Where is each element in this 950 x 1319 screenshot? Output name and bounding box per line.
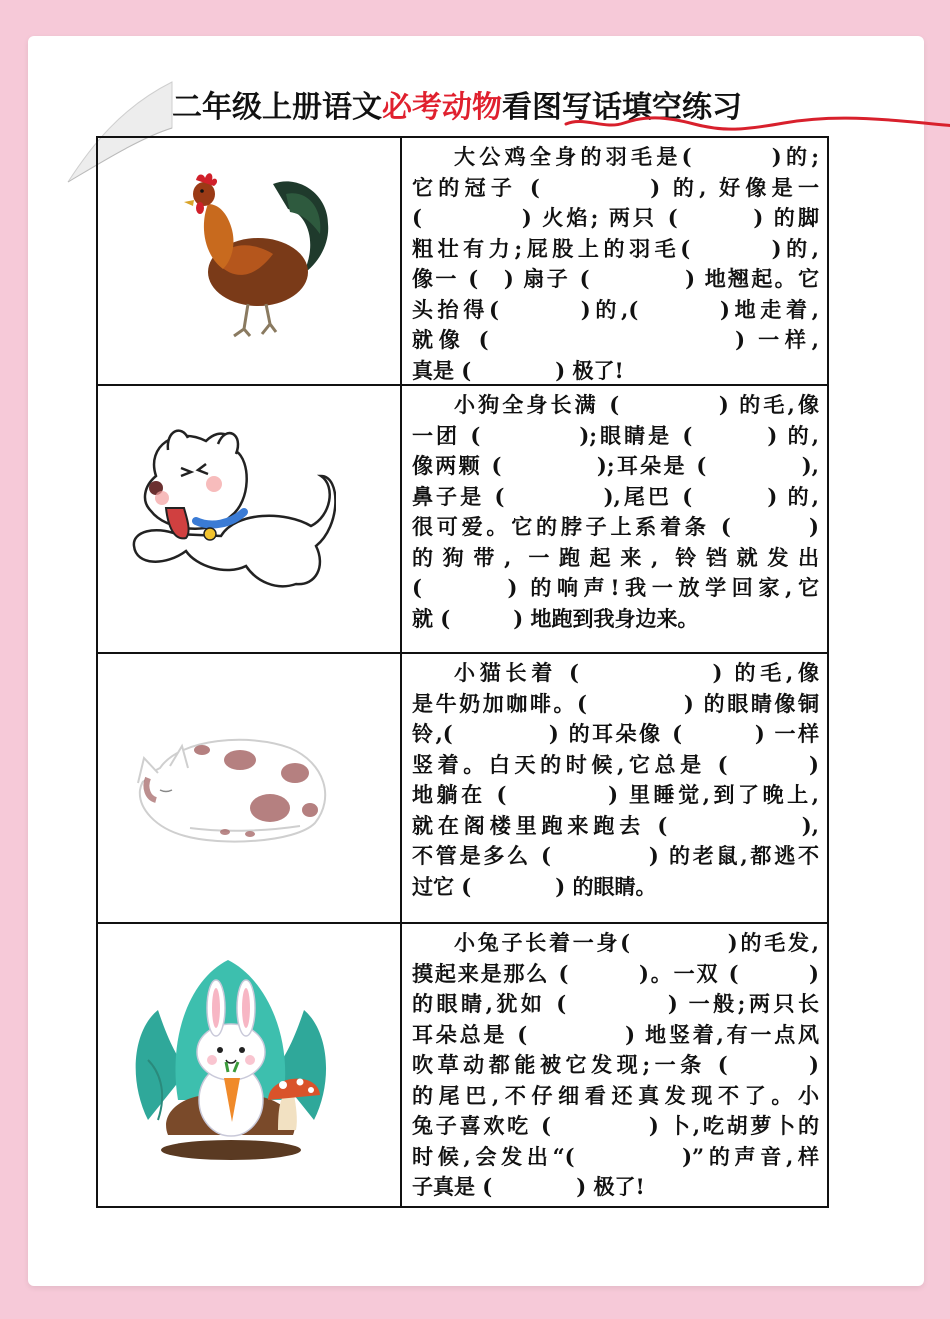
- image-cell: [98, 386, 402, 652]
- fill-blank-line: 是牛奶加咖啡。( ) 的眼睛像铜: [412, 690, 819, 716]
- fill-blank-line: 耳朵总是 ( ) 地竖着,有一点风: [412, 1021, 819, 1047]
- text-cell: [404, 924, 827, 1206]
- fill-blank-line: 一团 ( );眼睛是 ( ) 的,: [412, 422, 819, 448]
- title-highlight: 必考动物: [382, 90, 502, 125]
- fill-blank-line: 小兔子长着一身( )的毛发,: [454, 930, 819, 955]
- fill-blank-line: 很可爱。它的脖子上系着条 ( ): [412, 514, 819, 539]
- fill-blank-line: 大公鸡全身的羽毛是( )的;: [454, 144, 819, 169]
- fill-blank-line: ( ) 火焰; 两只 ( ) 的脚: [412, 205, 819, 230]
- rabbit-image: [128, 950, 334, 1174]
- fill-blank-line: 小狗全身长满 ( ) 的毛,像: [454, 392, 819, 417]
- title-part-1: 二年级上册语文: [172, 90, 382, 125]
- text-cell: [404, 386, 827, 652]
- fill-blank-line: 粗壮有力;屁股上的羽毛( )的,: [412, 235, 819, 261]
- fill-blank-line: 过它 ( ) 的眼睛。: [412, 873, 657, 899]
- image-cell: [98, 138, 402, 384]
- exercise-row-rabbit: [98, 924, 827, 1206]
- fill-blank-line: 铃,( ) 的耳朵像 ( ) 一样: [412, 721, 819, 746]
- fill-blank-line: 像一 ( ) 扇子 ( ) 地翘起。它: [412, 266, 819, 291]
- fill-blank-line: 像两颗 ( );耳朵是 ( ),: [412, 453, 819, 478]
- exercise-row-rooster: [98, 138, 827, 386]
- text-cell: [404, 654, 827, 922]
- fill-blank-line: 的眼睛,犹如 ( ) 一般;两只长: [412, 991, 819, 1016]
- fill-blank-line: 就 ( ) 地跑到我身边来。: [412, 605, 699, 631]
- fill-blank-line: 不管是多么 ( ) 的老鼠,都逃不: [412, 843, 819, 868]
- exercise-row-cat: [98, 654, 827, 924]
- fill-blank-line: 它的冠子 ( ) 的, 好像是一: [412, 174, 819, 200]
- fill-blank-line: 头抬得( )的,( )地走着,: [412, 296, 819, 322]
- cat-image: [130, 728, 336, 848]
- fill-blank-line: 竖着。白天的时候,它总是 ( ): [412, 751, 819, 777]
- red-underline-squiggle: [564, 114, 950, 132]
- fill-blank-line: 的狗带, 一跑起来, 铃铛就发出: [412, 544, 819, 570]
- dog-image: [126, 416, 336, 616]
- fill-blank-line: 兔子喜欢吃 ( ) 卜,吃胡萝卜的: [412, 1113, 819, 1138]
- exercise-table: [96, 136, 829, 1208]
- fill-blank-line: 真是 ( ) 极了!: [412, 357, 624, 383]
- fill-blank-line: 子真是 ( ) 极了!: [412, 1174, 645, 1199]
- title-part-2: 看图写话填空练习: [502, 90, 742, 125]
- exercise-row-dog: [98, 386, 827, 654]
- fill-blank-line: 时候,会发出“( )”的声音,样: [412, 1143, 819, 1169]
- fill-blank-line: 的尾巴,不仔细看还真发现不了。小: [412, 1082, 819, 1108]
- image-cell: [98, 924, 402, 1206]
- fill-blank-line: 小猫长着 ( ) 的毛,像: [454, 660, 819, 685]
- fill-blank-line: 就像 ( ) 一样,: [412, 327, 819, 352]
- fill-blank-line: 鼻子是 ( ),尾巴 ( ) 的,: [412, 483, 819, 509]
- fill-blank-line: ( ) 的响声!我一放学回家,它: [412, 575, 819, 600]
- fill-blank-line: 摸起来是那么 ( )。一双 ( ): [412, 960, 819, 986]
- fill-blank-line: 就在阁楼里跑来跑去 ( ),: [412, 812, 819, 838]
- fill-blank-line: 地躺在 ( ) 里睡觉,到了晚上,: [412, 782, 819, 807]
- fill-blank-line: 吹草动都能被它发现;一条 ( ): [412, 1052, 819, 1077]
- rooster-image: [178, 164, 338, 344]
- image-cell: [98, 654, 402, 922]
- text-cell: [404, 138, 827, 384]
- worksheet-title: [172, 82, 742, 126]
